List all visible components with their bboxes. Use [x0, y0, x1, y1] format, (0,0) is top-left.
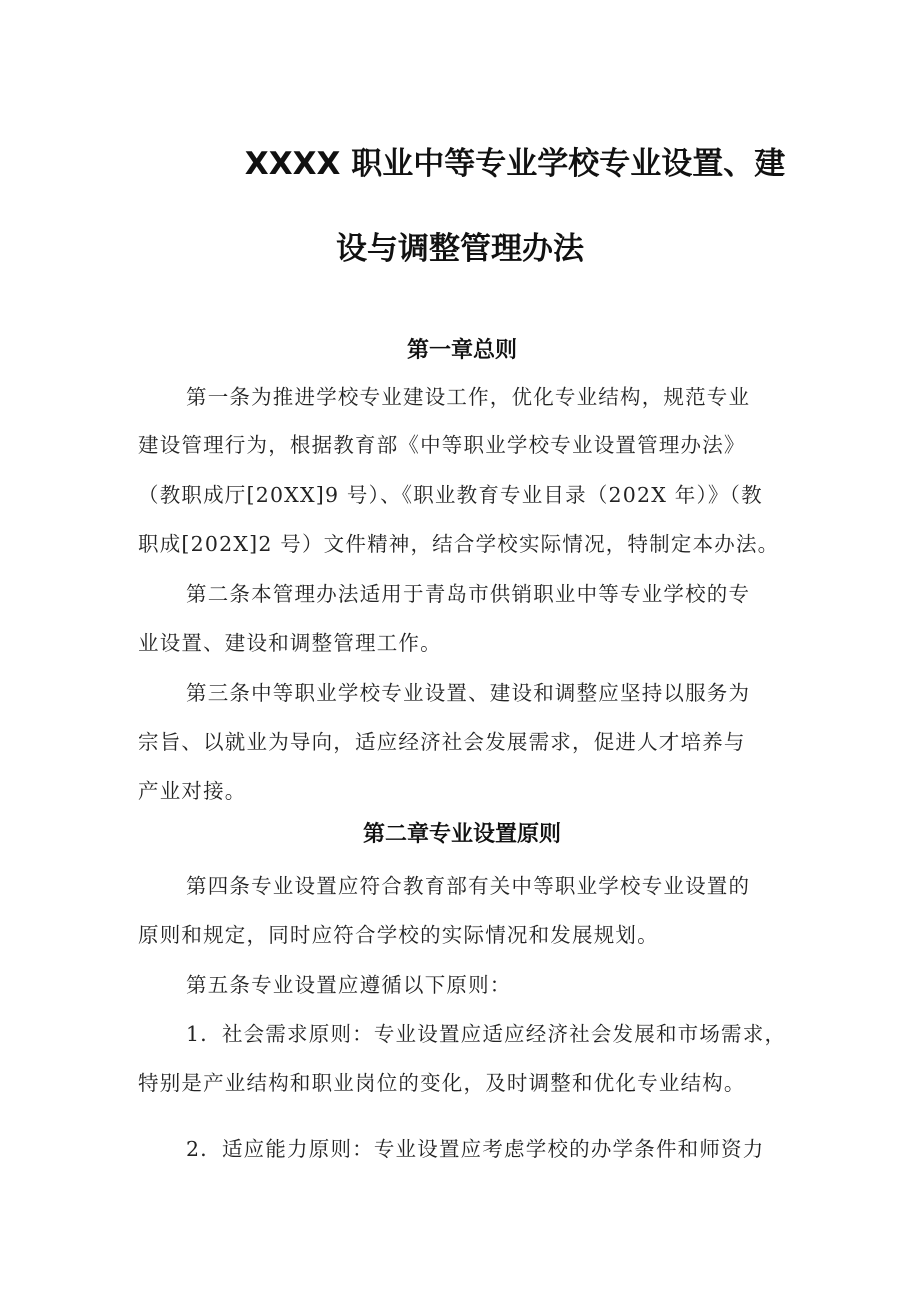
paragraph-line: 2．适应能力原则：专业设置应考虑学校的办学条件和师资力: [186, 1137, 765, 1161]
paragraph-line: 产业对接。: [138, 779, 247, 803]
paragraph-line: 1．社会需求原则：专业设置应适应经济社会发展和市场需求，: [186, 1022, 787, 1046]
chapter-heading-2: 第二章专业设置原则: [362, 822, 561, 847]
paragraph-line: 宗旨、以就业为导向，适应经济社会发展需求，促进人才培养与: [138, 730, 746, 754]
paragraph-line: 原则和规定，同时应符合学校的实际情况和发展规划。: [138, 923, 659, 947]
paragraph-line: 第四条专业设置应符合教育部有关中等职业学校专业设置的: [186, 874, 751, 898]
paragraph-line: 职成[202X]2 号）文件精神，结合学校实际情况，特制定本办法。: [138, 532, 780, 556]
paragraph-line: 特别是产业结构和职业岗位的变化，及时调整和优化专业结构。: [138, 1071, 746, 1095]
paragraph-line: 业设置、建设和调整管理工作。: [138, 631, 442, 655]
paragraph-line: 第三条中等职业学校专业设置、建设和调整应坚持以服务为: [186, 681, 751, 705]
paragraph-line: 第二条本管理办法适用于青岛市供销职业中等专业学校的专: [186, 582, 751, 606]
paragraph-line: 第五条专业设置应遵循以下原则：: [186, 973, 512, 997]
paragraph-line: （教职成厅[20XX]9 号）、《职业教育专业目录（202X 年）》（教: [138, 483, 763, 507]
paragraph-line: 第一条为推进学校专业建设工作，优化专业结构，规范专业: [186, 385, 751, 409]
paragraph-line: 建设管理行为，根据教育部《中等职业学校专业设置管理办法》: [138, 433, 746, 457]
chapter-heading-1: 第一章总则: [406, 338, 517, 363]
document-title-line-2: 设与调整管理办法: [336, 231, 584, 267]
document-title-line-1: XXXX 职业中等专业学校专业设置、建: [244, 146, 786, 182]
